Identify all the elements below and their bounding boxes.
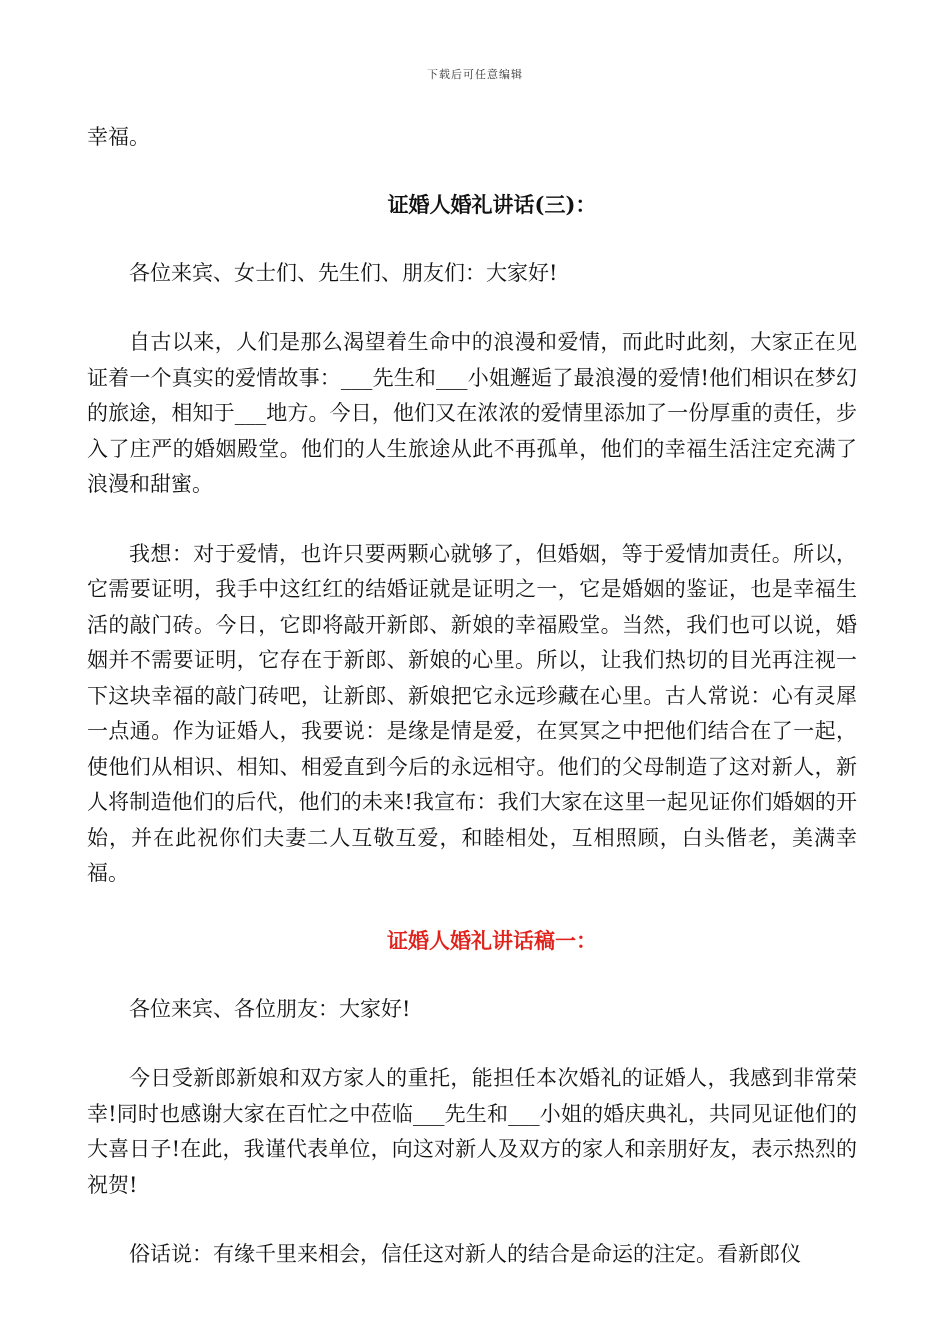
body-paragraph: 今日受新郎新娘和双方家人的重托，能担任本次婚礼的证婚人，我感到非常荣幸!同时也感谢大家在百忙之中莅临___先生和___小姐的婚庆典礼，共同见证他们的大喜日子!在此，我谨代表单位，向这对新人及双方的家人和亲朋好友，表示热烈的祝贺! (87, 1066, 857, 1197)
section-title-3: 证婚人婚礼讲话(三)： (387, 191, 597, 217)
greeting-paragraph: 各位来宾、女士们、先生们、朋友们：大家好! (129, 260, 558, 285)
body-paragraph: 俗话说：有缘千里来相会，信任这对新人的结合是命运的注定。看新郎仪 (129, 1242, 801, 1266)
greeting-paragraph: 各位来宾、各位朋友：大家好! (129, 996, 411, 1021)
header-note: 下载后可任意编辑 (427, 68, 523, 81)
body-paragraph: 我想：对于爱情，也许只要两颗心就够了，但婚姻，等于爱情加责任。所以，它需要证明，我手中这红红的结婚证就是证明之一，它是婚姻的鉴证，也是幸福生活的敲门砖。今日，它即将敲开新郎、新娘的幸福殿堂。当然，我们也可以说，婚姻并不需要证明，它存在于新郎、新娘的心里。所以，让我们热切的目光再注视一下这块幸福的敲门砖吧，让新郎、新娘把它永远珍藏在心里。古人常说：心有灵犀一点通。作为证婚人，我要说：是缘是情是爱，在冥冥之中把他们结合在了一起，使他们从相识、相知、相爱直到今后的永远相守。他们的父母制造了这对新人，新人将制造他们的后代，他们的未来!我宣布：我们大家在这里一起见证你们婚姻的开始，并在此祝你们夫妻二人互敬互爱，和睦相处，互相照顾，白头偕老，美满幸福。 (87, 541, 857, 885)
section-title-draft-1: 证婚人婚礼讲话稿一： (387, 927, 597, 953)
continuation-text: 幸福。 (87, 125, 150, 149)
body-paragraph: 自古以来，人们是那么渴望着生命中的浪漫和爱情，而此时此刻，大家正在见证着一个真实的爱情故事：___先生和___小姐邂逅了最浪漫的爱情!他们相识在梦幻的旅途，相知于___地方。今日，他们又在浓浓的爱情里添加了一份厚重的责任，步入了庄严的婚姻殿堂。他们的人生旅途从此不再孤单，他们的幸福生活注定充满了浪漫和甜蜜。 (87, 330, 857, 496)
document-body (87, 120, 857, 1273)
